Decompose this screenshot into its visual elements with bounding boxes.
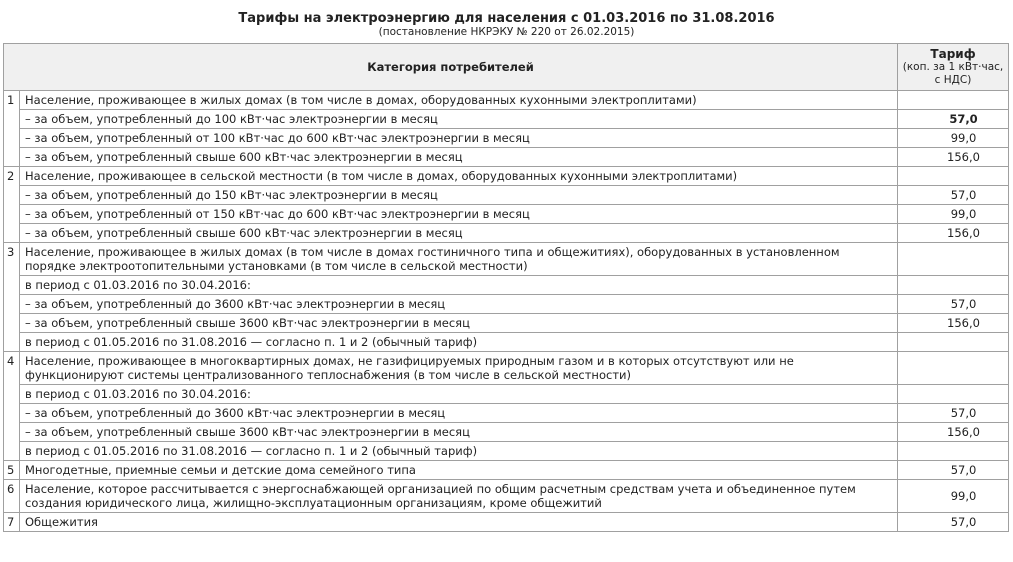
- tariff-value-cell: 57,0: [898, 110, 1009, 129]
- tariff-value-cell: [898, 276, 1009, 295]
- table-row: [4, 148, 1009, 167]
- table-row: [4, 461, 1009, 480]
- tariff-value-cell: [898, 91, 1009, 110]
- category-cell: – за объем, употребленный до 150 кВт·час электроэнергии в месяц: [20, 186, 898, 205]
- table-row: [4, 205, 1009, 224]
- category-cell: Многодетные, приемные семьи и детские дома семейного типа: [20, 461, 898, 480]
- row-number: 4: [4, 352, 20, 461]
- table-row: [4, 480, 1009, 513]
- row-number: 5: [4, 461, 20, 480]
- category-cell: – за объем, употребленный до 3600 кВт·час электроэнергии в месяц: [20, 295, 898, 314]
- header-category: Категория потребителей: [4, 44, 898, 91]
- category-cell: Население, проживающее в сельской местности (в том числе в домах, оборудованных кухонными электроплитами): [20, 167, 898, 186]
- table-row: [4, 513, 1009, 532]
- row-number: 1: [4, 91, 20, 167]
- category-cell: – за объем, употребленный от 100 кВт·час до 600 кВт·час электроэнергии в месяц: [20, 129, 898, 148]
- tariff-table: [3, 43, 1009, 532]
- row-number: 2: [4, 167, 20, 243]
- table-body: [4, 91, 1009, 532]
- category-cell: – за объем, употребленный до 100 кВт·час электроэнергии в месяц: [20, 110, 898, 129]
- category-cell: – за объем, употребленный до 3600 кВт·час электроэнергии в месяц: [20, 404, 898, 423]
- header-tariff: [898, 44, 1009, 91]
- tariff-value-cell: 57,0: [898, 513, 1009, 532]
- category-cell: Население, проживающее в жилых домах (в том числе в домах гостиничного типа и общежитиях), оборудованных в установленном порядке электроотопительными установками (в том числе в сельской местности): [20, 243, 898, 276]
- category-cell: в период с 01.05.2016 по 31.08.2016 — согласно п. 1 и 2 (обычный тариф): [20, 333, 898, 352]
- table-row: [4, 295, 1009, 314]
- tariff-value-cell: 57,0: [898, 461, 1009, 480]
- table-row: [4, 110, 1009, 129]
- category-cell: Население, которое рассчитывается с энергоснабжающей организацией по общим расчетным средствам учета и объединенное путем создания юридического лица, жилищно-эксплуатационным организациям, кроме общежитий: [20, 480, 898, 513]
- tariff-value-cell: 57,0: [898, 295, 1009, 314]
- page-subtitle: (постановление НКРЭКУ № 220 от 26.02.2015): [378, 26, 635, 38]
- table-row: [4, 186, 1009, 205]
- table-row: [4, 385, 1009, 404]
- category-cell: – за объем, употребленный свыше 3600 кВт·час электроэнергии в месяц: [20, 314, 898, 333]
- tariff-value-cell: [898, 243, 1009, 276]
- category-cell: Население, проживающее в жилых домах (в том числе в домах, оборудованных кухонными электроплитами): [20, 91, 898, 110]
- table-header-row: [4, 44, 1009, 91]
- table-row: [4, 276, 1009, 295]
- table-row: [4, 423, 1009, 442]
- table-row: [4, 314, 1009, 333]
- page-title: Тарифы на электроэнергию для населения с 01.03.2016 по 31.08.2016: [238, 11, 775, 26]
- row-number: 7: [4, 513, 20, 532]
- tariff-value-cell: 156,0: [898, 224, 1009, 243]
- category-cell: в период с 01.05.2016 по 31.08.2016 — согласно п. 1 и 2 (обычный тариф): [20, 442, 898, 461]
- tariff-value-cell: 57,0: [898, 404, 1009, 423]
- tariff-value-cell: 99,0: [898, 480, 1009, 513]
- tariff-value-cell: 57,0: [898, 186, 1009, 205]
- tariff-value-cell: [898, 385, 1009, 404]
- tariff-value-cell: [898, 167, 1009, 186]
- table-row: [4, 167, 1009, 186]
- table-row: [4, 129, 1009, 148]
- table-row: [4, 243, 1009, 276]
- table-row: [4, 91, 1009, 110]
- category-cell: Население, проживающее в многоквартирных домах, не газифицируемых природным газом и в которых отсутствуют или не функционируют системы централизованного теплоснабжения (в том числе в сельской местности): [20, 352, 898, 385]
- category-cell: – за объем, употребленный свыше 600 кВт·час электроэнергии в месяц: [20, 224, 898, 243]
- tariff-value-cell: [898, 352, 1009, 385]
- table-row: [4, 333, 1009, 352]
- table-row: [4, 224, 1009, 243]
- table-row: [4, 404, 1009, 423]
- row-number: 3: [4, 243, 20, 352]
- tariff-value-cell: [898, 333, 1009, 352]
- category-cell: в период с 01.03.2016 по 30.04.2016:: [20, 276, 898, 295]
- tariff-value-cell: 156,0: [898, 148, 1009, 167]
- header-tariff-unit: (коп. за 1 кВт·час, с НДС): [902, 61, 1004, 86]
- category-cell: – за объем, употребленный свыше 600 кВт·час электроэнергии в месяц: [20, 148, 898, 167]
- tariff-value-cell: 156,0: [898, 423, 1009, 442]
- category-cell: Общежития: [20, 513, 898, 532]
- tariff-value-cell: 99,0: [898, 129, 1009, 148]
- table-row: [4, 442, 1009, 461]
- tariff-value-cell: 99,0: [898, 205, 1009, 224]
- row-number: 6: [4, 480, 20, 513]
- tariff-value-cell: 156,0: [898, 314, 1009, 333]
- table-row: [4, 352, 1009, 385]
- category-cell: в период с 01.03.2016 по 30.04.2016:: [20, 385, 898, 404]
- header-tariff-title: Тариф: [930, 47, 976, 61]
- category-cell: – за объем, употребленный свыше 3600 кВт·час электроэнергии в месяц: [20, 423, 898, 442]
- category-cell: – за объем, употребленный от 150 кВт·час до 600 кВт·час электроэнергии в месяц: [20, 205, 898, 224]
- tariff-value-cell: [898, 442, 1009, 461]
